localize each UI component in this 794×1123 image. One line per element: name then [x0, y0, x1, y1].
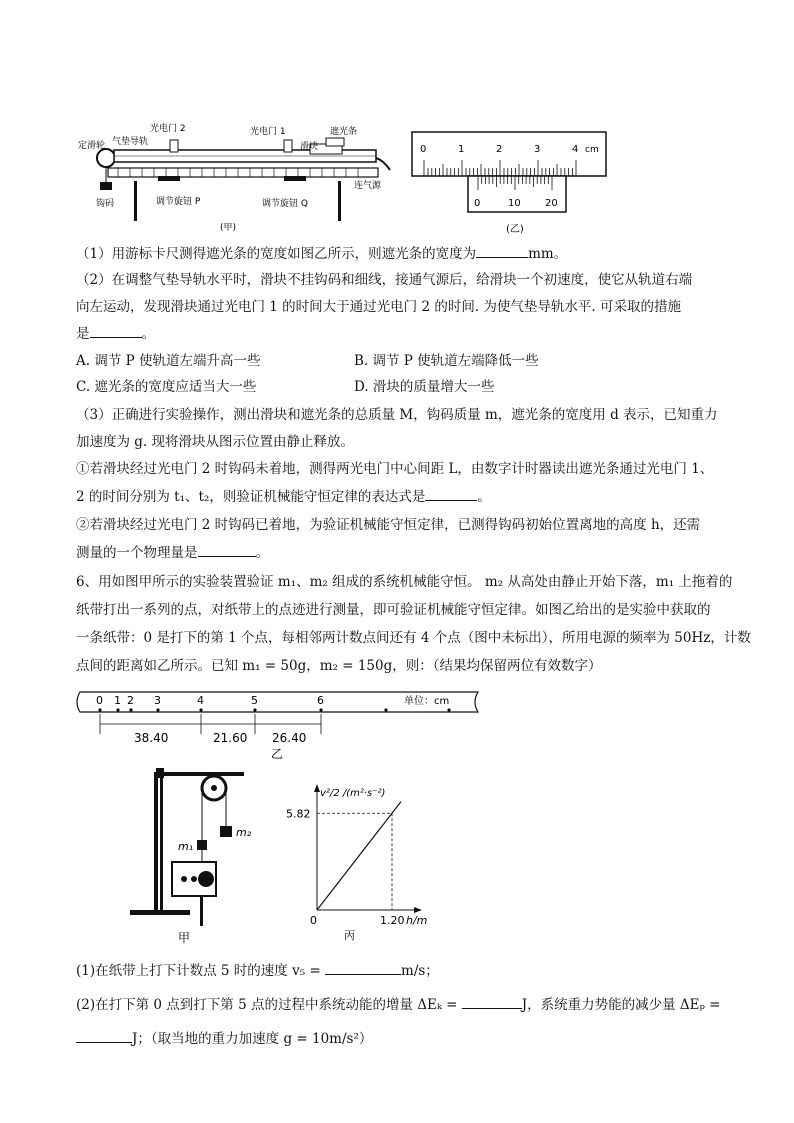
vernier-tick-10: 10 — [508, 198, 521, 209]
tape-unit: 单位：cm — [404, 696, 450, 707]
label-knob-q: 调节旋钮 Q — [262, 199, 308, 209]
label-strip: 遮光条 — [330, 127, 358, 137]
paper-tape-figure — [74, 688, 484, 762]
mass-m2 — [220, 826, 232, 837]
q5-case1-line1: ①若滑块经过光电门 2 时钩码未着地，测得两光电门中心间距 L，由数字计时器读出遮光条通过光电门 1、 — [76, 461, 714, 477]
label-weight: 钩码 — [96, 199, 115, 209]
tape-point-5: 5 — [251, 694, 258, 707]
tape-point-1: 1 — [114, 694, 121, 707]
q6-sub3 — [76, 1028, 372, 1049]
tape-distance-2: 21.60 — [213, 731, 248, 745]
q6-sub1 — [76, 960, 439, 981]
x-tick-label: 1.20 — [380, 914, 405, 927]
q5-part3-line1: （3）正确进行实验操作，测出滑块和遮光条的总质量 M，钩码质量 m，遮光条的宽度用 d 表示，已知重力 — [76, 407, 718, 423]
label-slider: 滑块 — [300, 142, 319, 152]
option-a: A. 调节 P 使轨道左端升高一些 — [76, 353, 261, 369]
q5-case1-period: 。 — [477, 489, 491, 505]
label-m2: m₂ — [236, 826, 252, 839]
q6-sub1-text: (1)在纸带上打下计数点 5 时的速度 v₅ = — [76, 963, 321, 979]
label-knob-p: 调节旋钮 P — [156, 197, 201, 207]
q5-part2-line3 — [76, 323, 155, 344]
q6-line4: 点间的距离如乙所示。已知 m₁ = 50g，m₂ = 150g，则：（结果均保留两位有效数字） — [76, 658, 602, 674]
option-d: D. 滑块的质量增大一些 — [354, 379, 495, 395]
vernier-caliper-figure — [410, 130, 610, 238]
label-rail: 气垫导轨 — [112, 137, 149, 147]
tape-point-2: 2 — [127, 694, 134, 707]
q6-blank-v5[interactable] — [325, 960, 401, 975]
y-axis-label: v²/2 /(m²·s⁻²) — [320, 788, 386, 799]
q5-case1-line2 — [76, 486, 491, 507]
main-tick-2: 2 — [496, 144, 503, 155]
q5-case1-text: 2 的时间分别为 t₁、t₂，则验证机械能守恒定律的表达式是 — [76, 489, 426, 505]
mass-m1 — [197, 840, 207, 850]
photogate-1 — [284, 140, 292, 152]
q5-blank-expression[interactable] — [425, 486, 477, 501]
q5-part2-line1: （2）在调整气垫导轨水平时，滑块不挂钩码和细线，接通气源后，给滑块一个初速度，使它从轨道右端 — [76, 272, 693, 288]
apparatus-caption: 甲 — [178, 931, 191, 944]
q6-line3: 一条纸带：0 是打下的第 1 个点，每相邻两计数点间还有 4 个点（图中未标出），所用电源的频率为 50Hz，计数 — [76, 630, 751, 646]
q5-part3-line2: 加速度为 g. 现将滑块从图示位置由静止释放。 — [76, 434, 355, 450]
q5-case2-line1: ②若滑块经过光电门 2 时钩码已着地，为验证机械能守恒定律，已测得钩码初始位置离地的高度 h，还需 — [76, 517, 701, 533]
q6-sub2 — [76, 994, 721, 1015]
tape-point-6: 6 — [317, 694, 324, 707]
photogate-2 — [170, 140, 178, 152]
q5-part2-shi: 是 — [76, 326, 90, 342]
q6-sub3-text: J；（取当地的重力加速度 g = 10m/s²） — [132, 1031, 373, 1047]
x-axis-label: h/m — [406, 914, 428, 927]
origin-label: 0 — [310, 914, 317, 927]
caption-yi: (乙) — [506, 224, 524, 235]
label-air: 连气源 — [354, 181, 382, 191]
q6-sub2-text: (2)在打下第 0 点到打下第 5 点的过程中系统动能的增量 ΔEₖ = — [76, 997, 458, 1013]
q5-blank-measure[interactable] — [90, 323, 142, 338]
main-tick-3: 3 — [534, 144, 541, 155]
series-line — [317, 802, 401, 910]
q5-blank-quantity[interactable] — [198, 542, 256, 557]
option-b: B. 调节 P 使轨道左端降低一些 — [354, 353, 539, 369]
atwood-apparatus-figure — [126, 764, 256, 944]
tape-distance-3: 26.40 — [272, 731, 307, 745]
chart-caption: 丙 — [344, 929, 355, 942]
y-tick-label: 5.82 — [286, 807, 311, 821]
option-c: C. 遮光条的宽度应适当大一些 — [76, 379, 257, 395]
q5-part1-text: （1）用游标卡尺测得遮光条的宽度如图乙所示，则遮光条的宽度为 — [76, 246, 477, 262]
main-tick-1: 1 — [458, 144, 465, 155]
label-gate1: 光电门 1 — [250, 127, 286, 137]
main-unit: cm — [585, 145, 599, 155]
q5-part1-unit: mm。 — [528, 246, 568, 262]
pulley-icon — [97, 149, 115, 167]
q5-case2-period: 。 — [255, 545, 269, 561]
main-tick-4: 4 — [572, 144, 579, 155]
main-tick-0: 0 — [420, 144, 427, 155]
vernier-tick-20: 20 — [545, 198, 558, 209]
q6-line2: 纸带打出一系列的点，对纸带上的点迹进行测量，即可验证机械能守恒定律。如图乙给出的是实验中获取的 — [76, 602, 711, 618]
air-track-figure — [78, 118, 398, 236]
q6-sub2-mid: J，系统重力势能的减少量 ΔEₚ = — [521, 997, 721, 1013]
tape-point-0: 0 — [96, 694, 103, 707]
tape-distance-1: 38.40 — [134, 731, 169, 745]
q5-blank-width[interactable] — [476, 243, 528, 258]
q5-part1 — [76, 243, 567, 264]
caption-jia: (甲) — [220, 223, 237, 233]
tape-point-3: 3 — [154, 694, 161, 707]
q6-line1: 6、用如图甲所示的实验装置验证 m₁、m₂ 组成的系统机械能守恒。 m₂ 从高处由静止开始下落，m₁ 上拖着的 — [76, 574, 733, 590]
q5-case2-text: 测量的一个物理量是 — [76, 545, 198, 561]
chart-bing — [282, 782, 442, 942]
q5-part2-line2: 向左运动，发现滑块通过光电门 1 的时间大于通过光电门 2 的时间. 为使气垫导轨水平. 可采取的措施 — [76, 299, 682, 315]
q6-sub1-unit: m/s； — [401, 963, 439, 979]
weight-block — [100, 182, 112, 190]
label-pulley: 定滑轮 — [78, 141, 106, 151]
label-gate2: 光电门 2 — [150, 124, 186, 134]
q6-blank-ek[interactable] — [462, 994, 522, 1009]
vernier-tick-0: 0 — [474, 198, 481, 209]
q5-part2-period: 。 — [141, 326, 155, 342]
q5-case2-line2 — [76, 542, 269, 563]
label-m1: m₁ — [178, 840, 194, 853]
tape-caption: 乙 — [271, 747, 284, 761]
q6-blank-ep[interactable] — [76, 1028, 132, 1043]
tape-point-4: 4 — [197, 694, 204, 707]
